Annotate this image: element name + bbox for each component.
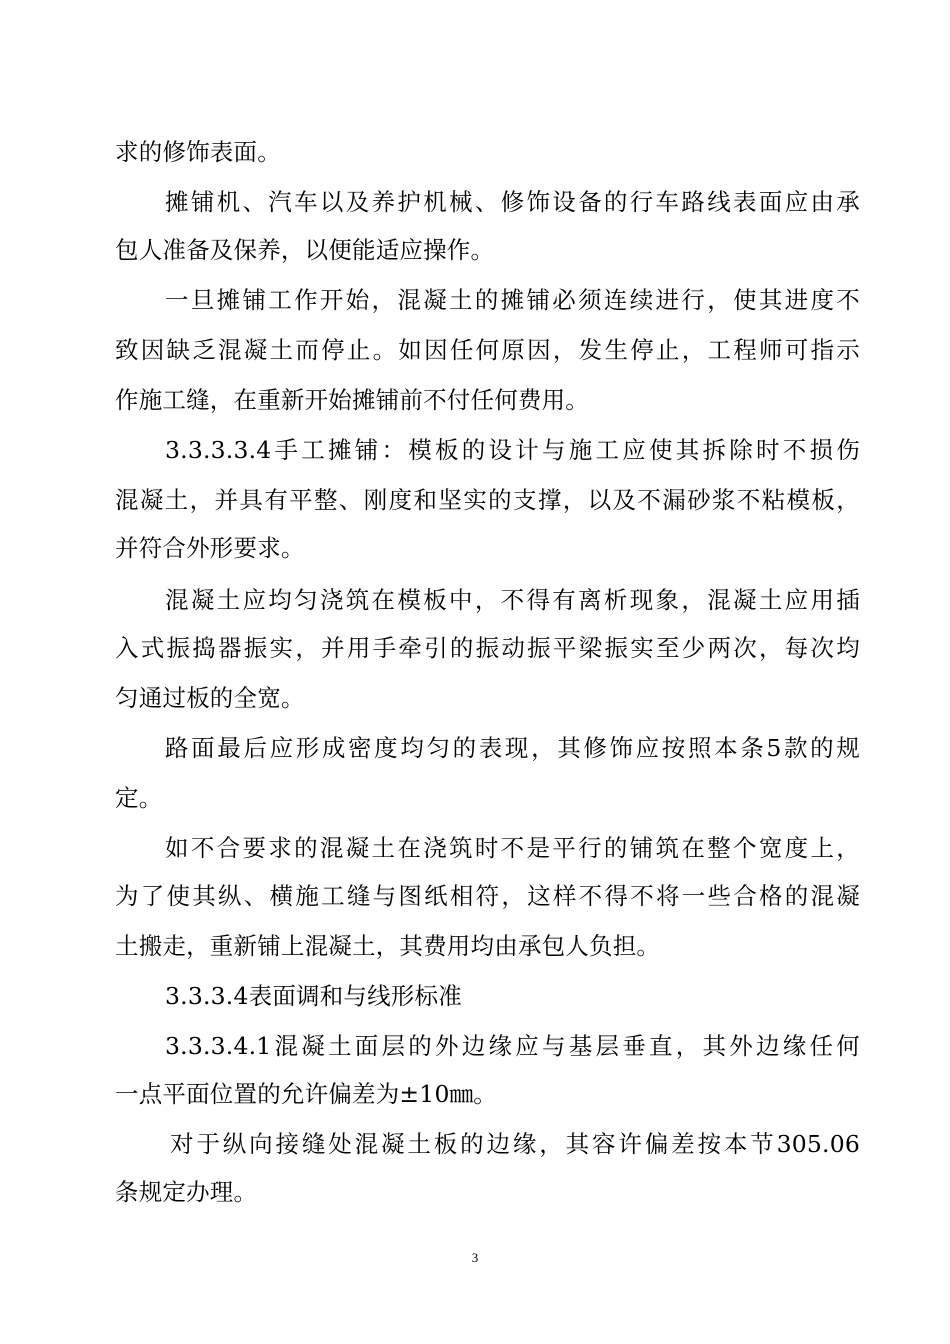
text-line: 为了使其纵、横施工缝与图纸相符，这样不得不将一些合格的混凝 (115, 882, 860, 910)
text-line: 土搬走，重新铺上混凝土，其费用均由承包人负担。 (115, 932, 661, 960)
text-line: 路面最后应形成密度均匀的表现，其修饰应按照本条5款的规 (165, 734, 860, 762)
text-line: 混凝土，并具有平整、刚度和坚实的支撑，以及不漏砂浆不粘模板， (115, 486, 860, 514)
section-heading: 3.3.3.4表面调和与线形标准 (165, 982, 462, 1010)
text-line: 对于纵向接缝处混凝土板的边缘，其容许偏差按本节305.06 (170, 1130, 860, 1158)
page-number: 3 (471, 1250, 479, 1265)
text-line: 致因缺乏混凝土而停止。如因任何原因，发生停止，工程师可指示 (115, 336, 860, 364)
text-line: 条规定办理。 (115, 1178, 258, 1206)
text-line: 并符合外形要求。 (115, 534, 305, 562)
text-line: 作施工缝，在重新开始摊铺前不付任何费用。 (115, 386, 589, 414)
text-line: 包人准备及保养，以便能适应操作。 (115, 236, 495, 264)
text-line: 求的修饰表面。 (115, 138, 281, 166)
text-line: 入式振捣器振实，并用手牵引的振动振平梁振实至少两次，每次均 (115, 634, 860, 662)
text-line: 如不合要求的混凝土在浇筑时不是平行的铺筑在整个宽度上， (165, 834, 860, 862)
text-line: 摊铺机、汽车以及养护机械、修饰设备的行车路线表面应由承 (165, 188, 860, 216)
text-line: 定。 (115, 784, 163, 812)
text-line: 一点平面位置的允许偏差为±10㎜。 (115, 1080, 497, 1108)
text-line: 3.3.3.4.1混凝土面层的外边缘应与基层垂直，其外边缘任何 (165, 1032, 860, 1060)
text-line: 3.3.3.3.4手工摊铺：模板的设计与施工应使其拆除时不损伤 (165, 436, 860, 464)
text-line: 一旦摊铺工作开始，混凝土的摊铺必须连续进行，使其进度不 (165, 286, 860, 314)
text-line: 匀通过板的全宽。 (115, 684, 305, 712)
text-line: 混凝土应均匀浇筑在模板中，不得有离析现象，混凝土应用插 (165, 586, 860, 614)
